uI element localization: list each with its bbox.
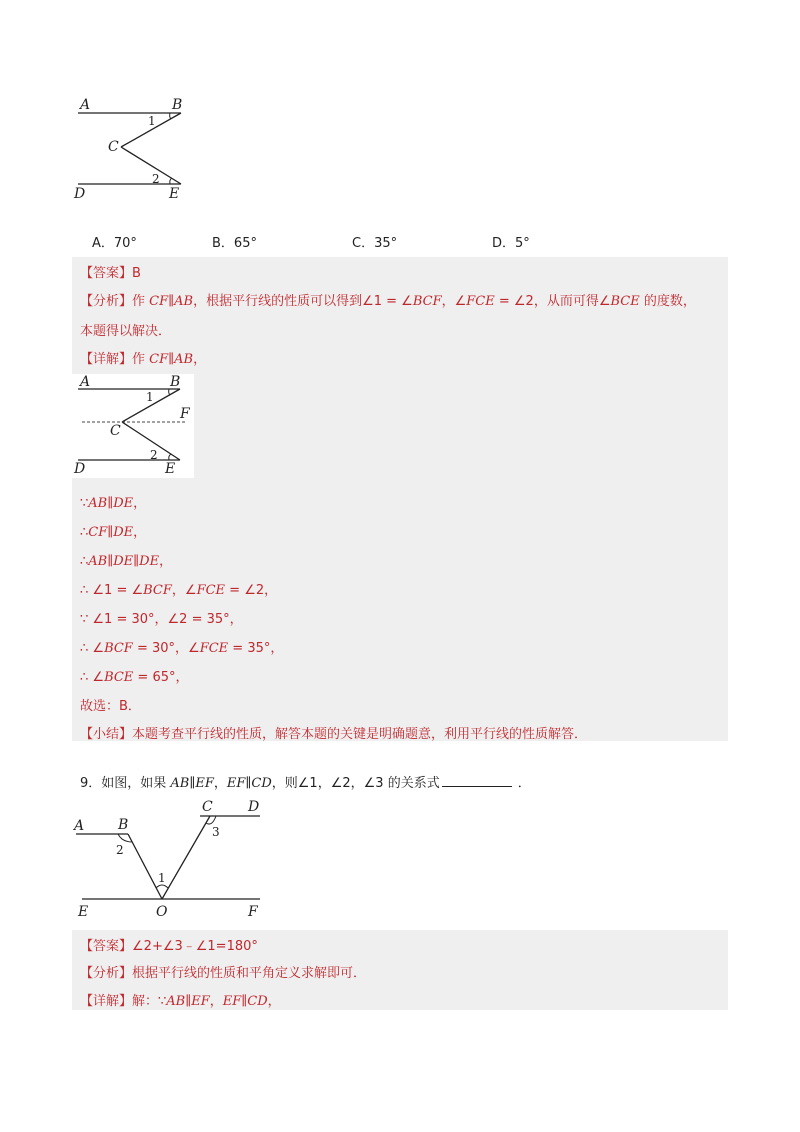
option-a: A．70°: [92, 236, 137, 251]
step-7: ∴ ∠BCE = 65°，: [80, 670, 189, 685]
label-b: B: [170, 374, 181, 390]
answer-blank[interactable]: [442, 774, 512, 787]
label-a: A: [74, 818, 85, 834]
label-c: C: [110, 423, 121, 439]
detail-line: 【详解】作 CF∥AB，: [80, 352, 207, 367]
label-c: C: [202, 799, 213, 815]
label-angle-2: 2: [150, 448, 158, 462]
detail-line-9: 【详解】解：∵AB∥EF，EF∥CD，: [80, 994, 281, 1009]
answer-line-9: 【答案】∠2+∠3﹣∠1=180°: [80, 939, 258, 954]
summary-line: 【小结】本题考查平行线的性质，解答本题的关键是明确题意，利用平行线的性质解答．: [80, 727, 588, 742]
question-9: 9．如图，如果 AB∥EF，EF∥CD，则∠1，∠2，∠3 的关系式 ．: [80, 776, 531, 791]
step-5: ∵ ∠1 = 30°，∠2 = 35°，: [80, 612, 243, 627]
label-angle-3: 3: [212, 825, 220, 839]
label-b: B: [172, 97, 183, 113]
label-a: A: [80, 374, 91, 390]
step-3: ∴AB∥DE∥DE，: [80, 554, 173, 569]
label-angle-2: 2: [152, 172, 160, 186]
option-b: B．65°: [212, 236, 257, 251]
label-angle-1: 1: [148, 114, 156, 128]
label-f: F: [248, 904, 258, 920]
label-c: C: [108, 139, 119, 155]
analysis-line-2: 本题得以解决．: [80, 324, 172, 339]
label-e: E: [78, 904, 89, 920]
label-angle-2: 2: [116, 843, 124, 857]
label-d: D: [248, 799, 260, 815]
label-angle-1: 1: [146, 390, 154, 404]
label-e: E: [165, 461, 176, 477]
option-d: D．5°: [492, 236, 530, 251]
figure-2: [72, 374, 194, 478]
label-b: B: [118, 817, 129, 833]
option-c: C．35°: [352, 236, 398, 251]
step-8: 故选：B．: [80, 699, 141, 714]
label-f: F: [180, 406, 190, 422]
analysis-line: 【分析】作 CF∥AB，根据平行线的性质可以得到∠1 = ∠BCF，∠FCE = ∠2，从而可得∠BCE 的度数，: [80, 294, 696, 309]
step-6: ∴ ∠BCF = 30°，∠FCE = 35°，: [80, 641, 284, 656]
step-1: ∵AB∥DE，: [80, 496, 147, 511]
step-4: ∴ ∠1 = ∠BCF，∠FCE = ∠2，: [80, 583, 278, 598]
figure-1: [66, 94, 196, 204]
label-angle-1: 1: [158, 871, 166, 885]
label-d: D: [74, 186, 86, 202]
figure-3: [70, 796, 270, 920]
step-2: ∴CF∥DE，: [80, 525, 147, 540]
label-a: A: [80, 97, 91, 113]
label-o: O: [156, 904, 168, 920]
label-e: E: [169, 186, 180, 202]
analysis-line-9: 【分析】根据平行线的性质和平角定义求解即可．: [80, 966, 367, 981]
answer-line: 【答案】B: [80, 266, 141, 281]
label-d: D: [74, 461, 86, 477]
